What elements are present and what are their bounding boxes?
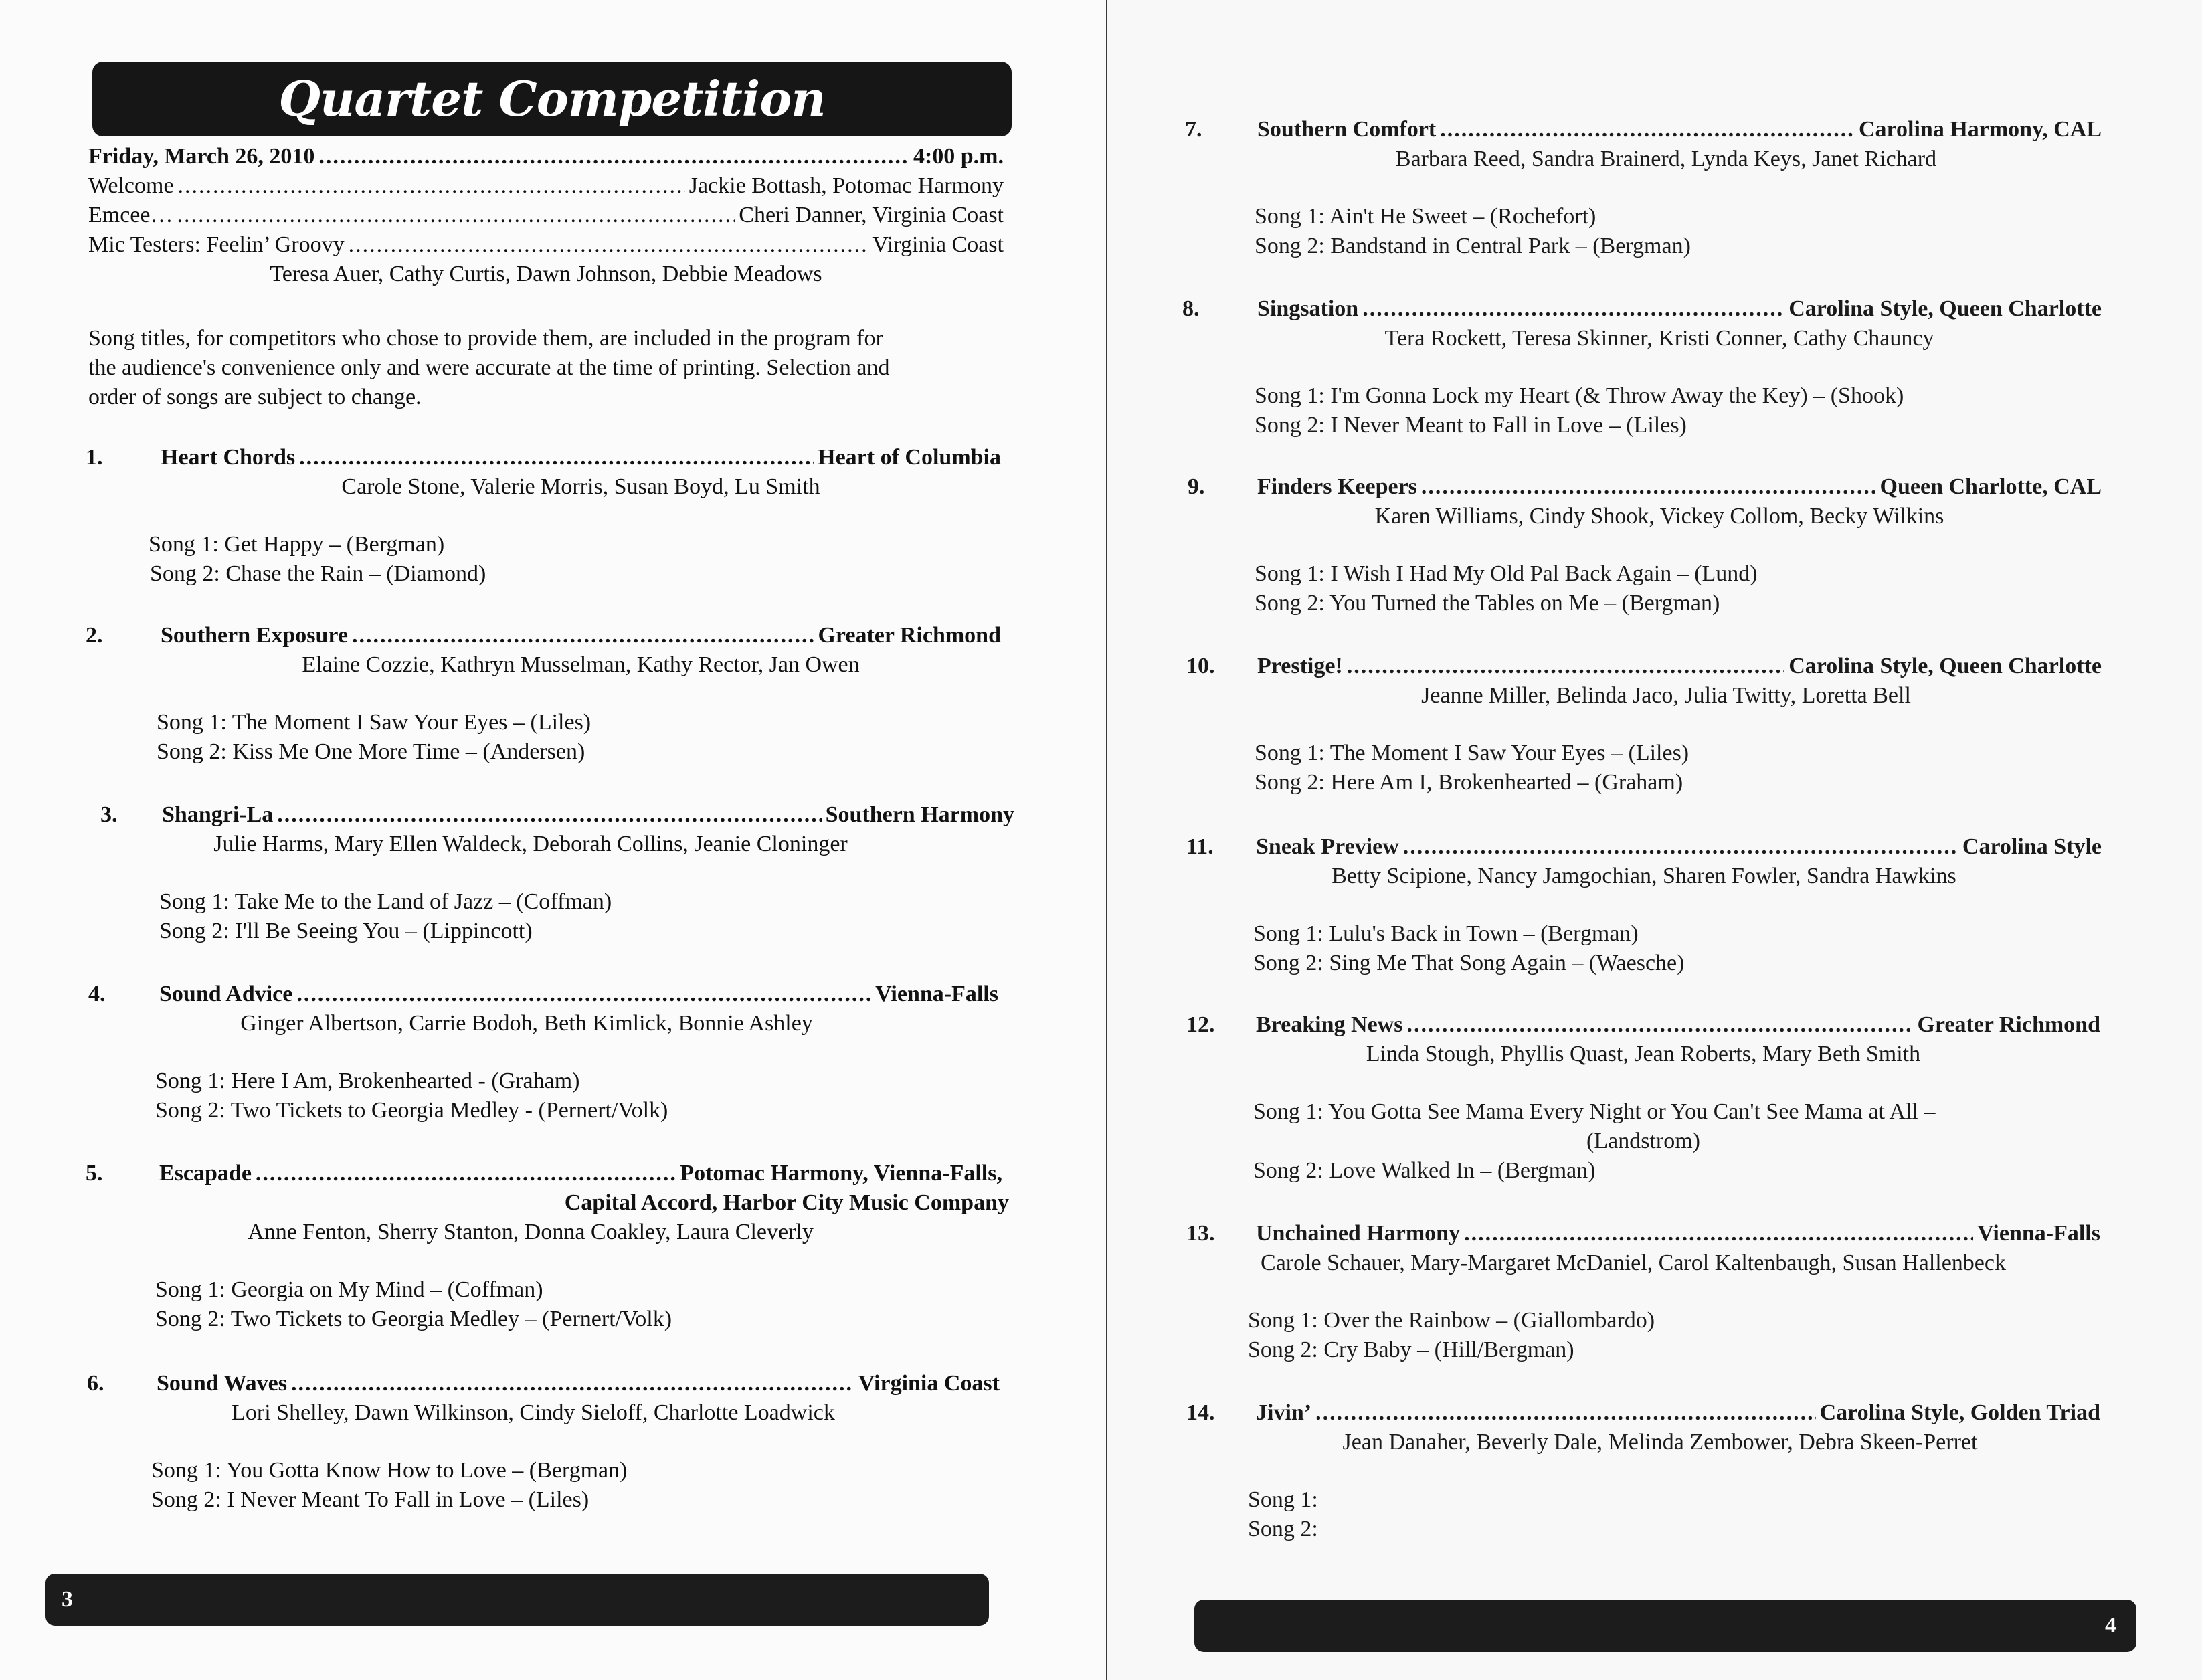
mic-testers-row (88, 230, 1004, 260)
quartet-name: Unchained Harmony (1256, 1221, 1461, 1246)
entry-13 (1186, 1219, 2100, 1373)
members: Tera Rockett, Teresa Skinner, Kristi Conner, Cathy Chauncy (1384, 326, 1934, 351)
song-2: Song 2: Love Walked In – (Bergman) (1253, 1158, 1596, 1183)
note-line: the audience's convenience only and were accurate at the time of printing. Selection and (88, 355, 890, 380)
entry-heading (1257, 652, 2102, 681)
song-2: Song 2: Two Tickets to Georgia Medley – (Pernert/Volk) (155, 1307, 672, 1331)
event-time: 4:00 p.m. (913, 144, 1004, 169)
welcome-row (88, 171, 1004, 201)
song-2: Song 2: Here Am I, Brokenhearted – (Graham) (1255, 770, 1683, 795)
emcee-value: Cheri Danner, Virginia Coast (739, 203, 1004, 227)
song-1: Song 1: (1248, 1487, 1318, 1512)
song-1: Song 1: I'm Gonna Lock my Heart (& Throw Away the Key) – (Shook) (1255, 383, 1904, 408)
entry-1 (86, 443, 1001, 597)
entry-heading (159, 979, 998, 1009)
chapter-name: Carolina Style, Queen Charlotte (1788, 654, 2102, 678)
quartet-name: Southern Exposure (161, 623, 348, 648)
entry-5 (86, 1159, 1009, 1346)
page-number-right: 4 (2105, 1613, 2116, 1638)
entry-10 (1186, 652, 2102, 806)
members: Carole Stone, Valerie Morris, Susan Boyd, Lu Smith (341, 474, 820, 499)
entry-number: 7. (1185, 117, 1202, 142)
members: Jeanne Miller, Belinda Jaco, Julia Twitty, Loretta Bell (1421, 683, 1911, 708)
song-1: Song 1: Lulu's Back in Town – (Bergman) (1253, 921, 1639, 946)
welcome-value: Jackie Bottash, Potomac Harmony (689, 173, 1004, 198)
entry-heading (1257, 115, 2102, 145)
quartet-name: Sneak Preview (1256, 834, 1399, 859)
quartet-name: Shangri-La (162, 802, 274, 827)
song-1: Song 1: You Gotta Know How to Love – (Bergman) (151, 1458, 628, 1483)
entry-8 (1182, 294, 2102, 448)
song-2: Song 2: I Never Meant To Fall in Love – (Liles) (151, 1487, 589, 1512)
program-note (88, 324, 1012, 412)
song-2: Song 2: Bandstand in Central Park – (Bergman) (1255, 234, 1691, 258)
entry-number: 9. (1188, 474, 1205, 499)
date-row (88, 142, 1004, 171)
song-2: Song 2: Sing Me That Song Again – (Waesche) (1253, 951, 1685, 975)
quartet-name: Jivin’ (1256, 1400, 1312, 1425)
entry-heading (1257, 294, 2102, 324)
page-number-left: 3 (62, 1587, 73, 1612)
chapter-name: Vienna-Falls (875, 982, 998, 1006)
note-line: Song titles, for competitors who chose to provide them, are included in the program for (88, 326, 883, 351)
chapter-name: Carolina Style, Queen Charlotte (1788, 296, 2102, 321)
mic-testers-members: Teresa Auer, Cathy Curtis, Dawn Johnson, Debbie Meadows (270, 262, 822, 286)
song-2: Song 2: Chase the Rain – (Diamond) (150, 561, 486, 586)
song-1-continued: (Landstrom) (1586, 1129, 1700, 1153)
note-line: order of songs are subject to change. (88, 385, 422, 409)
footer-bar-left (45, 1574, 989, 1626)
quartet-name: Escapade (159, 1161, 252, 1186)
entry-12 (1186, 1010, 2100, 1198)
members: Karen Williams, Cindy Shook, Vickey Collom, Becky Wilkins (1374, 504, 1944, 529)
song-1: Song 1: You Gotta See Mama Every Night or You Can't See Mama at All – (1253, 1099, 1936, 1124)
song-1: Song 1: The Moment I Saw Your Eyes – (Liles) (1255, 741, 1689, 765)
entry-number: 1. (86, 445, 103, 470)
chapter-name: Carolina Style (1962, 834, 2102, 859)
chapter-name: Heart of Columbia (818, 445, 1001, 470)
song-2: Song 2: Kiss Me One More Time – (Andersen) (157, 739, 585, 764)
entry-number: 3. (100, 802, 118, 827)
quartet-name: Southern Comfort (1257, 117, 1437, 142)
entry-heading (1257, 472, 2102, 502)
entry-number: 8. (1182, 296, 1200, 321)
quartet-name: Heart Chords (161, 445, 296, 470)
chapter-name: Southern Harmony (825, 802, 1014, 827)
song-2: Song 2: (1248, 1517, 1318, 1542)
mic-testers-label: Mic Testers: Feelin’ Groovy (88, 232, 345, 257)
chapter-name: Potomac Harmony, Vienna-Falls, (680, 1161, 1002, 1186)
chapter-name: Greater Richmond (818, 623, 1001, 648)
song-1: Song 1: Over the Rainbow – (Giallombardo) (1248, 1308, 1655, 1333)
members: Ginger Albertson, Carrie Bodoh, Beth Kimlick, Bonnie Ashley (240, 1011, 813, 1036)
event-header (88, 142, 1004, 289)
quartet-name: Sound Waves (157, 1371, 287, 1396)
emcee-row (88, 201, 1004, 230)
entry-heading (159, 1159, 1002, 1188)
entry-number: 6. (87, 1371, 104, 1396)
members: Julie Harms, Mary Ellen Waldeck, Deborah Collins, Jeanie Cloninger (213, 832, 848, 856)
song-2: Song 2: I'll Be Seeing You – (Lippincott) (159, 919, 533, 943)
quartet-name: Sound Advice (159, 982, 293, 1006)
chapter-name: Virginia Coast (858, 1371, 1000, 1396)
members: Betty Scipione, Nancy Jamgochian, Sharen Fowler, Sandra Hawkins (1332, 864, 1956, 889)
entry-number: 14. (1186, 1400, 1215, 1425)
song-1: Song 1: The Moment I Saw Your Eyes – (Liles) (157, 710, 591, 735)
entry-14 (1186, 1398, 2100, 1552)
members: Elaine Cozzie, Kathryn Musselman, Kathy Rector, Jan Owen (302, 652, 860, 677)
members: Linda Stough, Phyllis Quast, Jean Roberts, Mary Beth Smith (1366, 1042, 1921, 1066)
song-1: Song 1: I Wish I Had My Old Pal Back Again – (Lund) (1255, 561, 1758, 586)
quartet-name: Breaking News (1256, 1012, 1403, 1037)
entry-4 (88, 979, 998, 1133)
entry-9 (1188, 472, 2102, 626)
welcome-label: Welcome (88, 173, 174, 198)
chapter-name: Carolina Harmony, CAL (1858, 117, 2102, 142)
members: Lori Shelley, Dawn Wilkinson, Cindy Sieloff, Charlotte Loadwick (232, 1400, 835, 1425)
entry-number: 13. (1186, 1221, 1215, 1246)
entry-heading (1256, 1398, 2100, 1428)
entry-heading (1256, 1219, 2100, 1248)
song-1: Song 1: Take Me to the Land of Jazz – (Coffman) (159, 889, 612, 914)
members: Jean Danaher, Beverly Dale, Melinda Zembower, Debra Skeen-Perret (1342, 1430, 1978, 1455)
event-date: Friday, March 26, 2010 (88, 144, 315, 169)
entry-11 (1186, 832, 2102, 986)
entry-3 (100, 800, 1014, 954)
title-banner (92, 62, 1012, 136)
song-1: Song 1: Get Happy – (Bergman) (149, 532, 445, 557)
entry-number: 10. (1186, 654, 1215, 678)
entry-heading (161, 443, 1001, 472)
members: Anne Fenton, Sherry Stanton, Donna Coakley, Laura Cleverly (248, 1220, 814, 1244)
entry-heading (161, 621, 1001, 650)
members: Carole Schauer, Mary-Margaret McDaniel, Carol Kaltenbaugh, Susan Hallenbeck (1261, 1250, 2006, 1275)
entry-6 (87, 1369, 1000, 1523)
entry-number: 12. (1186, 1012, 1215, 1037)
song-2: Song 2: You Turned the Tables on Me – (Bergman) (1255, 591, 1720, 616)
mic-testers-value: Virginia Coast (872, 232, 1004, 257)
song-1: Song 1: Ain't He Sweet – (Rochefort) (1255, 204, 1596, 229)
right-page (1107, 0, 2202, 1680)
footer-bar-right (1194, 1600, 2136, 1652)
chapter-name: Carolina Style, Golden Triad (1819, 1400, 2100, 1425)
entry-heading (162, 800, 1014, 830)
quartet-name: Singsation (1257, 296, 1359, 321)
entry-7 (1185, 115, 2102, 269)
entry-heading (1256, 1010, 2100, 1040)
song-2: Song 2: Two Tickets to Georgia Medley - (Pernert/Volk) (155, 1098, 668, 1123)
quartet-name: Finders Keepers (1257, 474, 1417, 499)
emcee-label: Emcee… (88, 203, 173, 227)
chapter-name: Vienna-Falls (1977, 1221, 2100, 1246)
entry-heading (157, 1369, 1000, 1398)
song-2: Song 2: I Never Meant to Fall in Love – (Liles) (1255, 413, 1687, 438)
page-title: Quartet Competition (278, 70, 826, 127)
quartet-name: Prestige! (1257, 654, 1343, 678)
song-1: Song 1: Georgia on My Mind – (Coffman) (155, 1277, 543, 1302)
entry-2 (86, 621, 1001, 775)
song-1: Song 1: Here I Am, Brokenhearted - (Graham) (155, 1068, 580, 1093)
entry-heading (1256, 832, 2102, 862)
chapter-name-continued: Capital Accord, Harbor City Music Company (564, 1190, 1009, 1215)
entry-number: 2. (86, 623, 103, 648)
chapter-name: Queen Charlotte, CAL (1879, 474, 2102, 499)
song-2: Song 2: Cry Baby – (Hill/Bergman) (1248, 1337, 1574, 1362)
entry-number: 4. (88, 982, 106, 1006)
members: Barbara Reed, Sandra Brainerd, Lynda Keys, Janet Richard (1395, 147, 1937, 171)
entry-number: 11. (1186, 834, 1214, 859)
chapter-name: Greater Richmond (1917, 1012, 2100, 1037)
entry-number: 5. (86, 1161, 103, 1186)
